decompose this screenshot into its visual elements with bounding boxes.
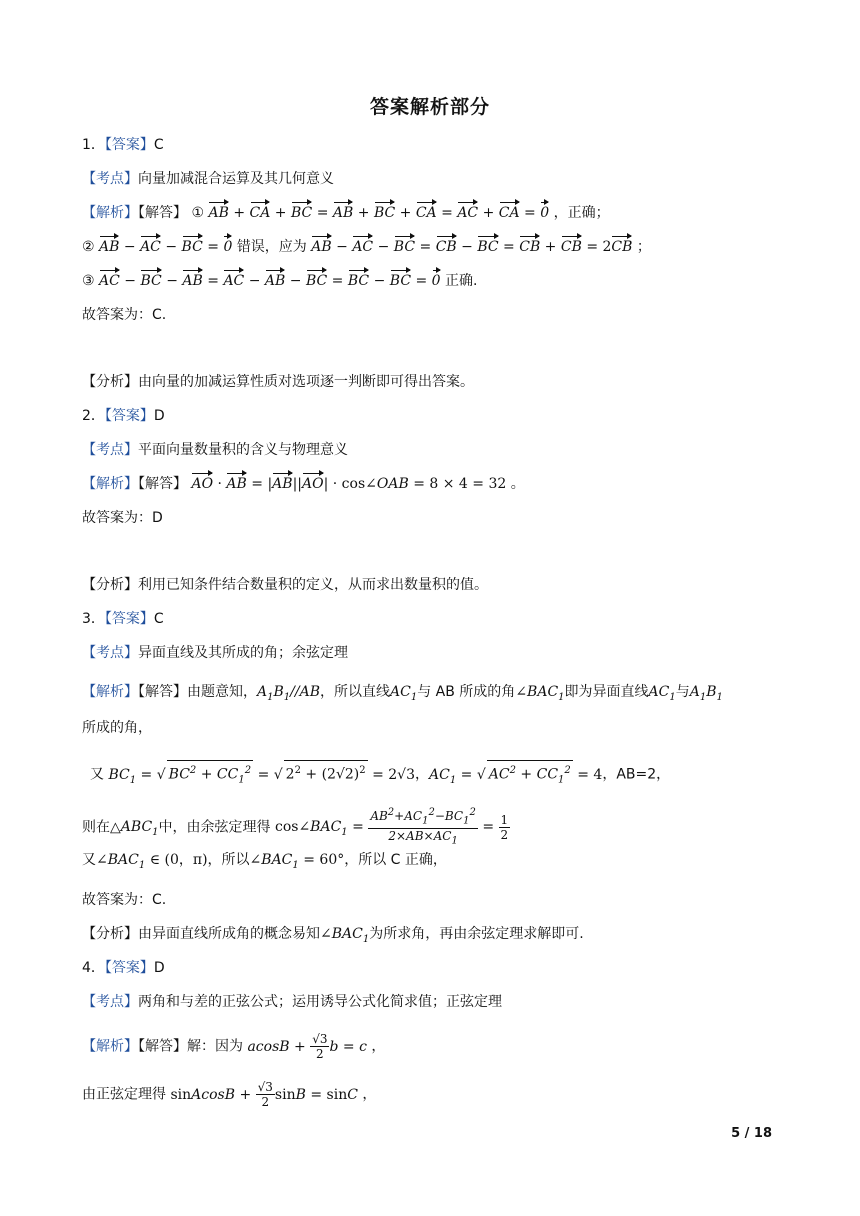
point-label: 【考点】 [82, 442, 138, 458]
fenxi-label: 【分析】 [82, 577, 138, 593]
q4-solution-line-2: 由正弦定理得 sinAcosB + $\frac{√3}{2}$ sinB = sinC ， [82, 1080, 377, 1109]
q1-answer: C [153, 137, 164, 153]
q4-eq1: acosB + $\frac{√3}{2}$ b = c [247, 1032, 367, 1061]
q3-answer-line [82, 609, 164, 629]
q3-fenxi-a: 由异面直线所成角的概念易知 [138, 926, 320, 942]
q1-eq3: ③ AC − BC − AB = AC − AB − BC = BC − BC = 0 [82, 273, 441, 289]
q1-line2-mid: 错误，应为 [236, 239, 307, 255]
q1-eq2a: ② AB − AC − BC = 0 [82, 239, 233, 255]
q1-line3-tail: 正确. [445, 273, 478, 289]
analysis-label: 【解析】 [82, 684, 138, 700]
q3-solution-line-4 [82, 806, 510, 849]
q3-sol-a: 由题意知， [187, 684, 257, 700]
q4-solution-line-1: 【解析】【解答】解：因为 acosB + $\frac{√3}{2}$ b = c ， [82, 1032, 386, 1061]
q3-cos-eq: $\cos\angle BAC_1$ = $\frac{AB^2+AC_1^2-BC_1^2}{2\times AB\times AC_1}$ = $\frac{1}{2}$ [274, 807, 509, 847]
point-label: 【考点】 [82, 645, 138, 661]
answer-label: 【答案】 [104, 137, 154, 153]
q2-answer-line [82, 406, 165, 426]
q1-point: 向量加减混合运算及其几何意义 [138, 171, 334, 187]
q2-eq: AO · AB = |AB||AO| · cos∠OAB = 8 × 4 = 32 [191, 476, 507, 492]
q3-sol-cont: 所成的角， [82, 720, 152, 736]
q3-suoyi: ，所以 [207, 852, 250, 868]
q1-line2-tail: ； [636, 239, 651, 255]
q3-solution-line-5 [82, 850, 447, 876]
q4-answer: D [153, 960, 165, 976]
analysis-label: 【解析】 [82, 205, 138, 221]
solution-label: 【解答】 [138, 205, 187, 221]
q1-solution-line-2 [82, 237, 651, 257]
q1-eq1: ① AB + CA + BC = AB + BC + CA = AC + CA = 0 [191, 205, 550, 221]
q4-number: 4． [82, 960, 105, 976]
q2-number: 2． [82, 408, 105, 424]
q2-point-line [82, 440, 348, 460]
q3-you: 又 [90, 766, 104, 783]
q2-point: 平面向量数量积的含义与物理意义 [138, 442, 348, 458]
q3-fenxi-line [82, 924, 584, 950]
q3-ac1-eq: $AC_1$ = √ $AC^2 + CC_1^2 = 4$ [429, 767, 602, 783]
q3-sol-d: 即为异面直线 [564, 684, 649, 700]
q3-parallel: $A_1B_1//AB$ [257, 684, 321, 703]
q3-bc1-eq: $BC_1$ = √ $BC^2 + CC_1^2$ = √ $2^2 + (2√2)^2 = 2√3$ [108, 767, 415, 783]
q3-zhong: 中，由余弦定理得 [158, 819, 271, 836]
q1-conclusion: 故答案为：C. [82, 307, 167, 323]
q4-point: 两角和与差的正弦公式；运用诱导公式化简求值；正弦定理 [138, 994, 502, 1010]
q1-answer-line [82, 135, 164, 155]
q3-ze: 则在△ [82, 819, 121, 836]
analysis-label: 【解析】 [82, 1038, 138, 1055]
q3-range: $\angle BAC_1$ ∈ (0，π) [96, 852, 208, 871]
q4-point-line [82, 992, 502, 1012]
q3-answer: C [153, 611, 164, 627]
answer-label: 【答案】 [104, 960, 154, 976]
q3-point-line [82, 643, 348, 663]
q2-fenxi-line [82, 575, 488, 595]
q3-sol-c: 与 AB 所成的角 [417, 684, 516, 700]
q1-fenxi: 由向量的加减运算性质对选项逐一判断即可得出答案。 [138, 374, 474, 390]
q3-solution-line-1 [82, 682, 723, 708]
q3-solution-line-3: 又 $BC_1$ = √ $BC^2 + CC_1^2$ = √ $2^2 + (2√2)^2 = 2√3$，$AC_1$ = √ $AC^2 + CC_1^2 = 4$，AB=2， [90, 760, 670, 790]
q1-eq2b: AB − AC − BC = CB − BC = CB + CB = 2CB [311, 239, 633, 255]
solution-label: 【解答】 [138, 684, 187, 700]
q4-sol-a: 解：因为 [187, 1038, 243, 1055]
q3-fenxi-angle: $\angle BAC_1$ [320, 926, 370, 945]
q3-number: 3． [82, 611, 105, 627]
q3-correct: ，所以 C 正确， [344, 852, 447, 868]
q1-point-line [82, 169, 334, 189]
q3-angle: $\angle BAC_1$ [515, 684, 565, 703]
analysis-label: 【解析】 [82, 476, 138, 492]
point-label: 【考点】 [82, 171, 138, 187]
q4-answer-line [82, 958, 165, 978]
q2-solution-line: 【解析】【解答】 AO · AB = |AB||AO| · cos∠OAB = 8 × 4 = 32 。 [82, 476, 525, 492]
solution-label: 【解答】 [138, 476, 187, 492]
q4-line2: 由正弦定理得 [82, 1086, 166, 1103]
page-title: 答案解析部分 [369, 96, 490, 118]
fenxi-label: 【分析】 [82, 926, 138, 942]
q1-line1-tail: ，正确； [553, 205, 610, 221]
q3-ac1b: $AC_1$ [648, 684, 676, 703]
q1-solution-line-3 [82, 271, 478, 291]
fenxi-label: 【分析】 [82, 374, 138, 390]
point-label: 【考点】 [82, 994, 138, 1010]
q3-sol-b: ，所以直线 [320, 684, 391, 700]
solution-label: 【解答】 [138, 1038, 187, 1055]
q3-sol-e: 与 [675, 684, 690, 700]
q3-ab2: ，AB=2， [602, 766, 671, 783]
answer-label: 【答案】 [104, 611, 154, 627]
q1-fenxi-line [82, 372, 474, 392]
q4-eq2: sinAcosB + $\frac{√3}{2}$ sinB = sinC [170, 1080, 358, 1109]
q3-triangle: $ABC_1$ [120, 819, 159, 839]
q3-conclusion: 故答案为：C. [82, 892, 167, 908]
q3-fenxi-b: 为所求角，再由余弦定理求解即可. [369, 926, 584, 942]
q3-you2: 又 [82, 852, 96, 868]
q3-point: 异面直线及其所成的角；余弦定理 [138, 645, 348, 661]
q3-ac1: $AC_1$ [390, 684, 418, 703]
q2-conclusion: 故答案为：D [82, 510, 163, 526]
answer-label: 【答案】 [104, 408, 154, 424]
q1-number: 1． [82, 137, 105, 153]
q1-solution-line-1 [82, 203, 610, 223]
page-number: 5 / 18 [731, 1126, 772, 1141]
q2-fenxi: 利用已知条件结合数量积的定义，从而求出数量积的值。 [138, 577, 488, 593]
q2-answer: D [153, 408, 165, 424]
q3-result: $\angle BAC_1 = 60^\circ$ [249, 852, 345, 871]
q3-a1b1: $A_1B_1$ [689, 684, 723, 703]
